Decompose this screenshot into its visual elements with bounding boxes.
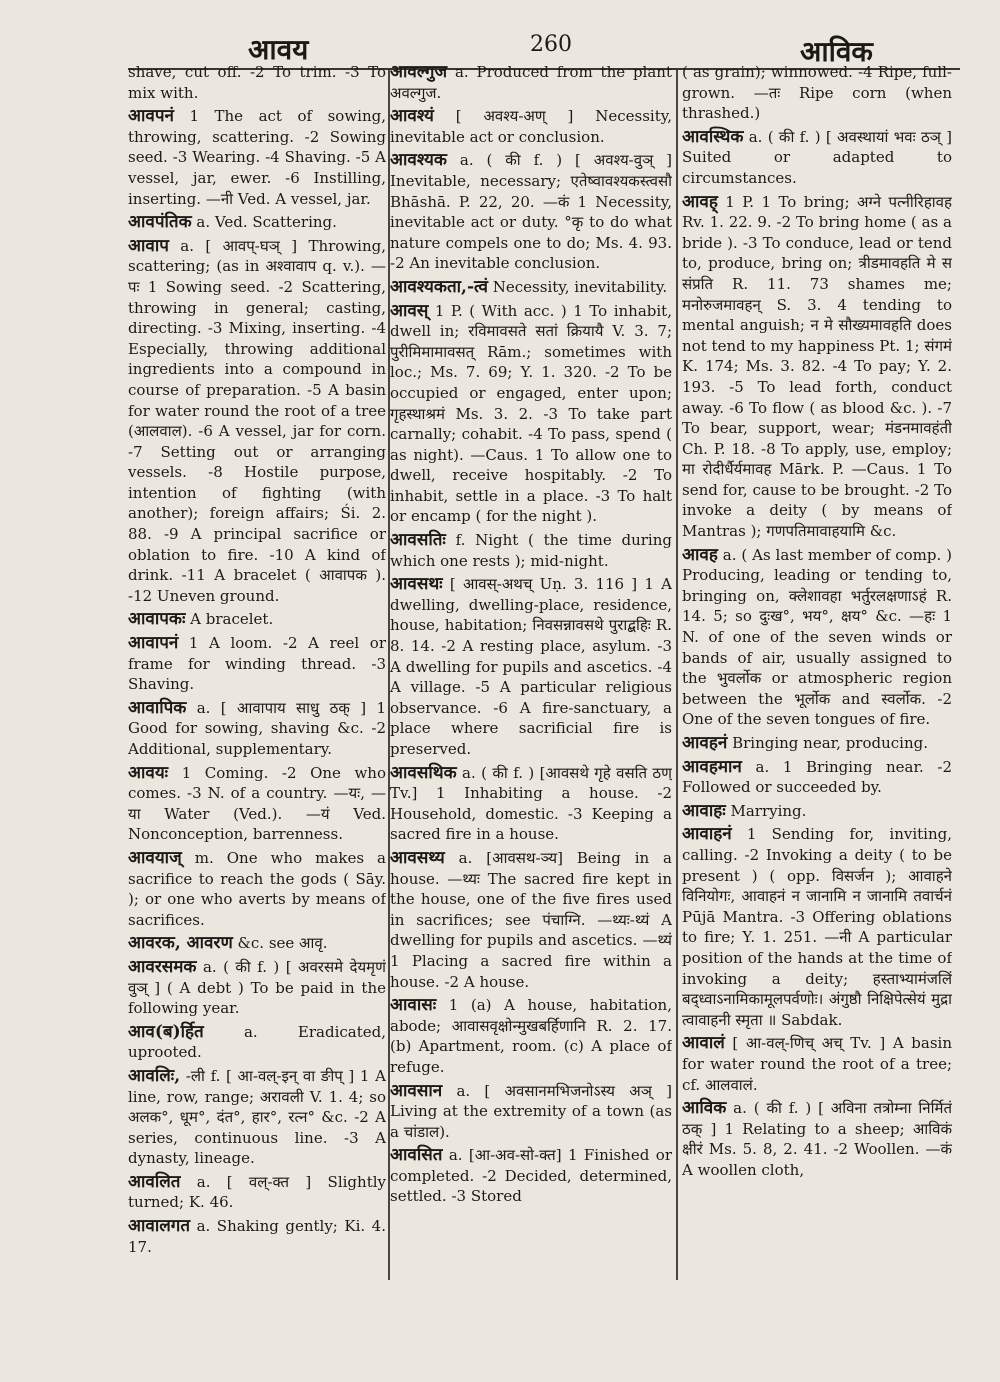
column-1: [128, 62, 386, 1292]
entry-definition: a. Produced from the plant अवल्गुज.: [390, 63, 672, 102]
dictionary-entry: [128, 609, 386, 630]
entry-definition: 1 Coming. -2 One who comes. -3 N. of a country. —यः, —या Water (Ved.). —यं Ved. Nonconception, barrenness.: [128, 763, 386, 844]
dictionary-entry: [390, 1145, 672, 1207]
entry-headword: आवल्गुज: [390, 62, 448, 82]
entry-definition: Necessity, inevitability.: [492, 277, 668, 296]
dictionary-entry: [128, 633, 386, 695]
entry-definition: f. Night ( the time during which one rests ); mid-night.: [390, 531, 672, 570]
dictionary-entry: [128, 1066, 386, 1169]
entry-headword: आवलित: [128, 1171, 181, 1192]
entry-definition: a. ( As last member of comp. ) Producing, leading or tending to, bringing on, क्लेशावहा भर्तुरलक्षणाऽहं R. 14. 5; so दुःख°, भय°, क्षय° &c. —हः 1 N. of one of the seven winds or bands of air, usually assigned to the भुवर्लोक or atmospheric region between the भूर्लोक and स्वर्लोक. -2 One of the seven tongues of fire.: [682, 545, 952, 729]
dictionary-entry: [390, 277, 672, 298]
entry-definition: &c. see आवृ.: [237, 934, 328, 953]
entry-definition: 1 A loom. -2 A reel or frame for winding thread. -3 Shaving.: [128, 634, 386, 694]
entry-headword: आवाहनं: [682, 824, 732, 845]
right-headword: आविक: [800, 35, 873, 68]
dictionary-entry: [682, 127, 952, 189]
entry-headword: आवह: [682, 544, 718, 565]
left-headword: आवय: [248, 33, 309, 66]
entry-headword: आवस्थिक: [682, 126, 744, 147]
dictionary-entry: [128, 236, 386, 607]
entry-headword: आवहमान: [682, 756, 742, 777]
dictionary-entry: [390, 301, 672, 528]
dictionary-entry: [128, 848, 386, 930]
dictionary-entry: [390, 530, 672, 571]
entry-headword: आवापनं: [128, 633, 179, 654]
entry-definition: a. [ अवसानमभिजनोऽस्य अञ् ] Living at the extremity of a town (as a चांडाल).: [390, 1081, 672, 1141]
entry-headword: आवपनं: [128, 106, 174, 127]
entry-headword: आवस्: [390, 300, 429, 321]
entry-definition: ( as grain); winnowed. -4 Ripe, full-grown. —तः Ripe corn (when thrashed.): [682, 63, 952, 123]
entry-definition: 1 The act of sowing, throwing, scattering. -2 Sowing seed. -3 Wearing. -4 Shaving. -5 A vessel, jar, ewer. -6 Instilling, inserting. —नी Ved. A vessel, jar.: [128, 107, 386, 208]
dictionary-entry: [390, 150, 672, 274]
entry-definition: Marrying.: [730, 801, 807, 820]
entry-headword: आवलिः,: [128, 1065, 181, 1086]
dictionary-entry: [682, 1098, 952, 1180]
entry-definition: [ अवश्य-अण् ] Necessity, inevitable act or conclusion.: [390, 107, 672, 146]
entry-definition: Bringing near, producing.: [732, 734, 928, 752]
entry-headword: आवश्यक: [390, 150, 447, 171]
entry-headword: आवहनं: [682, 733, 728, 753]
dictionary-entry: [682, 1033, 952, 1095]
dictionary-entry: [128, 957, 386, 1019]
dictionary-entry: [390, 1081, 672, 1143]
entry-headword: आवासः: [390, 995, 437, 1016]
entry-definition: a. ( की f. ) [ अविना तत्रोम्ना निर्मितं ठक् ] 1 Relating to a sheep; आविकं क्षीरं Ms. 5. 8, 2. 41. -2 Woollen. —कं A woollen cloth,: [682, 1099, 952, 1179]
entry-definition: 1 P. ( With acc. ) 1 To inhabit, dwell in; रविमावसते सतां क्रियायै V. 3. 7; पुरीमिमामावसत् Rām.; sometimes with loc.; Ms. 7. 69; Y. 1. 320. -2 To be occupied or engaged, enter upon; गृहस्थाश्रमं Ms. 3. 2. -3 To take part carnally; cohabit. -4 To pass, spend ( as night). —Caus. 1 To allow one to dwell, receive hospitably. -2 To inhabit, settle in a place. -3 To halt or encamp ( for the night ).: [390, 301, 672, 526]
entry-definition: shave, cut off. -2 To trim. -3 To mix with.: [128, 63, 386, 102]
entry-definition: a. 1 Bringing near. -2 Followed or succeeded by.: [682, 757, 952, 797]
page-number: 260: [530, 32, 572, 57]
entry-definition: a. [आ-अव-सो-क्त] 1 Finished or completed. -2 Decided, determined, settled. -3 Stored: [390, 1146, 672, 1206]
dictionary-entry: [682, 192, 952, 542]
entry-headword: आवाहः: [682, 800, 726, 821]
entry-headword: आवयाज्: [128, 847, 182, 868]
dictionary-entry: [128, 763, 386, 845]
entry-headword: आवापकः: [128, 609, 186, 630]
dictionary-entry: [128, 1172, 386, 1213]
entry-definition: [ आ-वल्-णिच् अच् Tv. ] A basin for water round the root of a tree; cf. आलवालं.: [682, 1034, 952, 1094]
entry-headword: आव(ब)र्हित: [128, 1021, 204, 1042]
entry-headword: आवरसमक: [128, 956, 197, 977]
entry-headword: आवरक, आवरण: [128, 933, 233, 954]
entry-definition: 1 P. 1 To bring; अग्ने पत्नीरिहावह Rv. 1. 22. 9. -2 To bring home ( as a bride ). -3 To conduce, lead or tend to, produce, bring on; त्रीडमावहति मे स संप्रति R. 11. 73 shames me; मनोरुजमावहन् S. 3. 4 tending to mental anguish; न मे सौख्यमावहति does not tend to my happiness Pt. 1; संगमं K. 174; Ms. 3. 82. -4 To pay; Y. 2. 193. -5 To lead forth, conduct away. -6 To flow ( as blood &c. ). -7 To bear, support, wear; मंडनमावहंती Ch. P. 18. -8 To apply, use, employ; मा रोदीर्धैर्यमावह Mārk. P. —Caus. 1 To send for, cause to be brought. -2 To invoke a deity ( by means of Mantras ); गणपतिमावाहयामि &c.: [682, 192, 952, 541]
entry-definition: a. [आवसथ-ञ्य] Being in a house. —थ्यः The sacred fire kept in the house, one of the five fires used in sacrifices; see पंचाग्नि. —थ्यः-थ्यं A dwelling for pupils and ascetics. —थ्यं 1 Placing a sacred fire within a house. -2 A house.: [390, 848, 672, 991]
entry-headword: आवयः: [128, 762, 169, 783]
entry-headword: आवसित: [390, 1145, 443, 1166]
dictionary-entry: [128, 1022, 386, 1063]
entry-headword: आवश्यकता,-त्वं: [390, 276, 488, 297]
dictionary-entry: [682, 545, 952, 730]
entry-definition: A bracelet.: [190, 610, 274, 629]
entry-headword: आवसथ्य: [390, 847, 445, 868]
dictionary-entry: [682, 62, 952, 124]
entry-definition: a. Eradicated, uprooted.: [128, 1022, 386, 1062]
dictionary-entry: [390, 848, 672, 992]
entry-definition: a. ( की f. ) [ अवस्थायां भवः ठञ् ] Suited or adapted to circumstances.: [682, 127, 952, 187]
entry-definition: 1 (a) A house, habitation, abode; आवासवृक्षोन्मुखबर्हिणानि R. 2. 17. (b) Apartment, room. (c) A place of refuge.: [390, 996, 672, 1076]
entry-definition: m. One who makes a sacrifice to reach the gods ( Sāy. ); or one who averts by means of sacrifices.: [128, 848, 386, 929]
entry-headword: आवाप: [128, 235, 169, 256]
entry-headword: आवसथः: [390, 574, 443, 595]
column-3: [682, 62, 952, 1292]
entry-definition: -ली f. [ आ-वल्-इन् वा ङीप् ] 1 A line, row, range; अरावली V. 1. 4; so अलक°, धूम°, दंत°, हार°, रत्न° &c. -2 A series, continuous line. -3 A dynasty, lineage.: [128, 1066, 386, 1168]
dictionary-entry: [390, 62, 672, 103]
entry-definition: a. [ आवापाय साधु ठक् ] 1 Good for sowing, shaving &c. -2 Additional, supplementary.: [128, 698, 386, 758]
column-divider: [676, 70, 678, 1280]
dictionary-entry: [682, 801, 952, 822]
dictionary-entry: [390, 763, 672, 845]
entry-definition: a. Shaking gently; Ki. 4. 17.: [128, 1217, 386, 1256]
entry-headword: आवसथिक: [390, 762, 457, 783]
column-2: [390, 62, 672, 1292]
dictionary-entry: [128, 212, 386, 233]
dictionary-entry: [128, 698, 386, 760]
entry-headword: आवालं: [682, 1033, 725, 1054]
entry-definition: 1 Sending for, inviting, calling. -2 Invoking a deity ( to be present ) ( opp. विसर्जन ); आवाहने विनियोगः, आवाहनं न जानामि न जानामि तवार्चनं Pūjā Mantra. -3 Offering oblations to fire; Y. 1. 251. —नी A particular position of the hands at the time of invoking a deity; हस्ताभ्यामंजलिं बद्ध्वाऽनामिकामूलपर्वणोः। अंगुष्ठौ निक्षिपेत्सेयं मुद्रा त्वावाहनी स्मृता ॥ Sabdak.: [682, 825, 952, 1029]
entry-headword: आवसतिः: [390, 530, 446, 551]
entry-headword: आवह्: [682, 191, 718, 212]
entry-headword: आवपंतिक: [128, 212, 192, 233]
entry-definition: a. ( की f. ) [ अवश्य-वुञ् ] Inevitable, necessary; एतेष्वावश्यकस्त्वसौ Bhāshā. P. 22, 20. —कं 1 Necessity, inevitable act or duty. °कृ to do what nature compels one to do; Ms. 4. 93. -2 An inevitable conclusion.: [390, 151, 672, 273]
dictionary-entry: [128, 1216, 386, 1257]
entry-definition: a. Ved. Scattering.: [196, 213, 337, 232]
dictionary-entry: [128, 62, 386, 103]
dictionary-entry: [390, 995, 672, 1077]
entry-headword: आवालगत: [128, 1216, 191, 1237]
entry-definition: [ आवस्-अथच् Uṇ. 3. 116 ] 1 A dwelling, dwelling-place, residence, house, habitation; निवसन्नावसथे पुराद्बहिः R. 8. 14. -2 A resting place, asylum. -3 A dwelling for pupils and ascetics. -4 A village. -5 A particular religious observance. -6 A fire-sanctuary, a place where sacrificial fire is preserved.: [390, 575, 672, 758]
dictionary-entry: [390, 574, 672, 759]
entry-definition: a. [ वल्-क्त ] Slightly turned; K. 46.: [128, 1172, 386, 1212]
dictionary-entry: [682, 757, 952, 798]
dictionary-entry: [128, 933, 386, 954]
dictionary-entry: [128, 106, 386, 209]
entry-definition: a. ( की f. ) [आवसथे गृहे वसति ठण् Tv.] 1 Inhabiting a house. -2 Household, domestic. -3 Keeping a sacred fire in a house.: [390, 763, 672, 844]
dictionary-entry: [682, 733, 952, 754]
entry-headword: आवापिक: [128, 697, 187, 718]
entry-headword: आविक: [682, 1098, 727, 1119]
entry-definition: a. [ आवप्-घञ् ] Throwing, scattering; (as in अश्वावाप q. v.). —पः 1 Sowing seed. -2 Scattering, throwing in general; casting, directing. -3 Mixing, inserting. -4 Especially, throwing additional ingredients into a compound in course of preparation. -5 A basin for water round the root of a tree (आलवाल). -6 A vessel, jar for corn. -7 Setting out or arranging vessels. -8 Hostile purpose, intention of fighting (with another); foreign affairs; Śi. 2. 88. -9 A principal sacrifice or oblation to fire. -10 A kind of drink. -11 A bracelet ( आवापक ). -12 Uneven ground.: [128, 236, 386, 605]
entry-headword: आवसान: [390, 1080, 443, 1101]
entry-definition: a. ( की f. ) [ अवरसमे देयमृणं वुञ् ] ( A debt ) To be paid in the following year.: [128, 957, 386, 1018]
entry-headword: आवश्यं: [390, 106, 434, 127]
dictionary-entry: [390, 106, 672, 147]
dictionary-entry: [682, 824, 952, 1030]
